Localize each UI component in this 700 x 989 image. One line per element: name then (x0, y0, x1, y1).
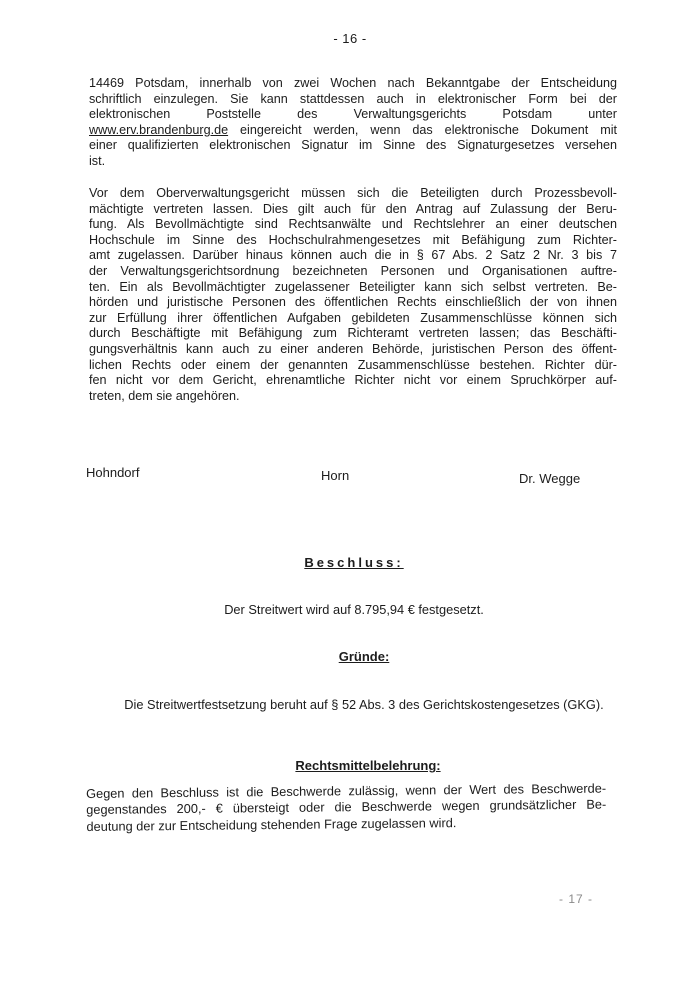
paragraph-line: mächtigte vertreten lassen. Dies gilt auch für den Antrag auf Zulassung der Beru- (89, 201, 617, 216)
paragraph-line: gegenstandes 200,- € übersteigt oder die Beschwerde wegen grundsätzlicher Be- (86, 796, 607, 818)
paragraph-line: treten, dem sie angehören. (89, 388, 240, 403)
streitwert-statement: Der Streitwert wird auf 8.795,94 € festgesetzt. (224, 602, 484, 617)
paragraph-line: ist. (89, 153, 106, 168)
paragraph-line-with-link (89, 123, 617, 139)
signature-judge-3: Dr. Wegge (519, 471, 581, 486)
paragraph-line: fen nicht vor dem Gericht, ehrenamtliche Richter nicht vor einem Spruchkörper auf- (89, 373, 617, 388)
rechtsmittelbelehrung-paragraph (86, 781, 606, 836)
representation-paragraph (89, 186, 617, 404)
paragraph-line: einer qualifizierten elektronischen Signatur im Sinne des Signaturgesetzes versehen (89, 138, 617, 153)
paragraph-line: deutung der zur Entscheidung stehenden Frage zugelassen wird. (86, 814, 457, 834)
paragraph-line: fung. Als Bevollmächtigte sind Rechtsanwälte und Rechtslehrer an einer deutschen (89, 217, 617, 232)
paragraph-line: Vor dem Oberverwaltungsgericht müssen sich die Beteiligten durch Prozessbevoll- (89, 186, 617, 200)
paragraph-line: elektronischen Poststelle des Verwaltungsgerichts Potsdam unter (89, 107, 617, 122)
paragraph-line: zur Erfüllung ihrer öffentlichen Aufgaben gebildeten Zusammenschlüsse können sich (89, 310, 617, 325)
rechtsmittelbelehrung-heading: Rechtsmittelbelehrung: (295, 758, 441, 773)
paragraph-line: 14469 Potsdam, innerhalb von zwei Wochen nach Bekanntgabe der Entscheidung (89, 76, 617, 90)
next-page-marker: - 17 - (559, 892, 594, 906)
signature-judge-1: Hohndorf (86, 465, 140, 480)
paragraph-line: lichen Rechts oder einem der genannten Zusammenschlüsse bestehen. Richter dür- (89, 357, 617, 372)
paragraph-line: eingereicht werden, wenn das elektronische Dokument mit (228, 122, 617, 137)
paragraph-line: hörden und juristische Personen des öffentlichen Rechts einschließlich der von ihnen (89, 295, 617, 310)
paragraph-line: schriftlich einzulegen. Sie kann stattdessen auch in elektronischer Form bei der (89, 91, 617, 106)
paragraph-line: gungsverhältnis kann auch zu einer anderen Behörde, juristischen Person des öffent- (89, 341, 617, 356)
page-number: - 16 - (333, 31, 367, 46)
paragraph-line: ten. Ein als Bevollmächtigter zugelassener Beteiligter kann sich selbst vertreten. Be- (89, 279, 617, 294)
paragraph-line: Gegen den Beschluss ist die Beschwerde zulässig, wenn der Wert des Beschwerde- (86, 780, 607, 801)
gruende-heading: Gründe: (338, 649, 390, 664)
beschluss-heading: Beschluss: (304, 555, 404, 570)
signature-judge-2: Horn (321, 468, 350, 483)
gruende-statement: Die Streitwertfestsetzung beruht auf § 52 Abs. 3 des Gerichtskostengesetzes (GKG). (124, 697, 604, 712)
appeal-instructions-paragraph (89, 76, 617, 170)
paragraph-line: Hochschule im Sinne des Hochschulrahmengesetzes mit Befähigung zum Richter- (89, 232, 617, 247)
paragraph-line: durch Beschäftigte mit Befähigung zum Richteramt vertreten lassen; das Beschäfti- (89, 326, 617, 341)
paragraph-line: der Verwaltungsgerichtsordnung bezeichneten Personen und Organisationen auftre- (89, 263, 617, 278)
paragraph-line: amt zugelassen. Darüber hinaus können auch die in § 67 Abs. 2 Satz 2 Nr. 3 bis 7 (89, 248, 617, 263)
erv-link[interactable]: www.erv.brandenburg.de (89, 122, 229, 137)
